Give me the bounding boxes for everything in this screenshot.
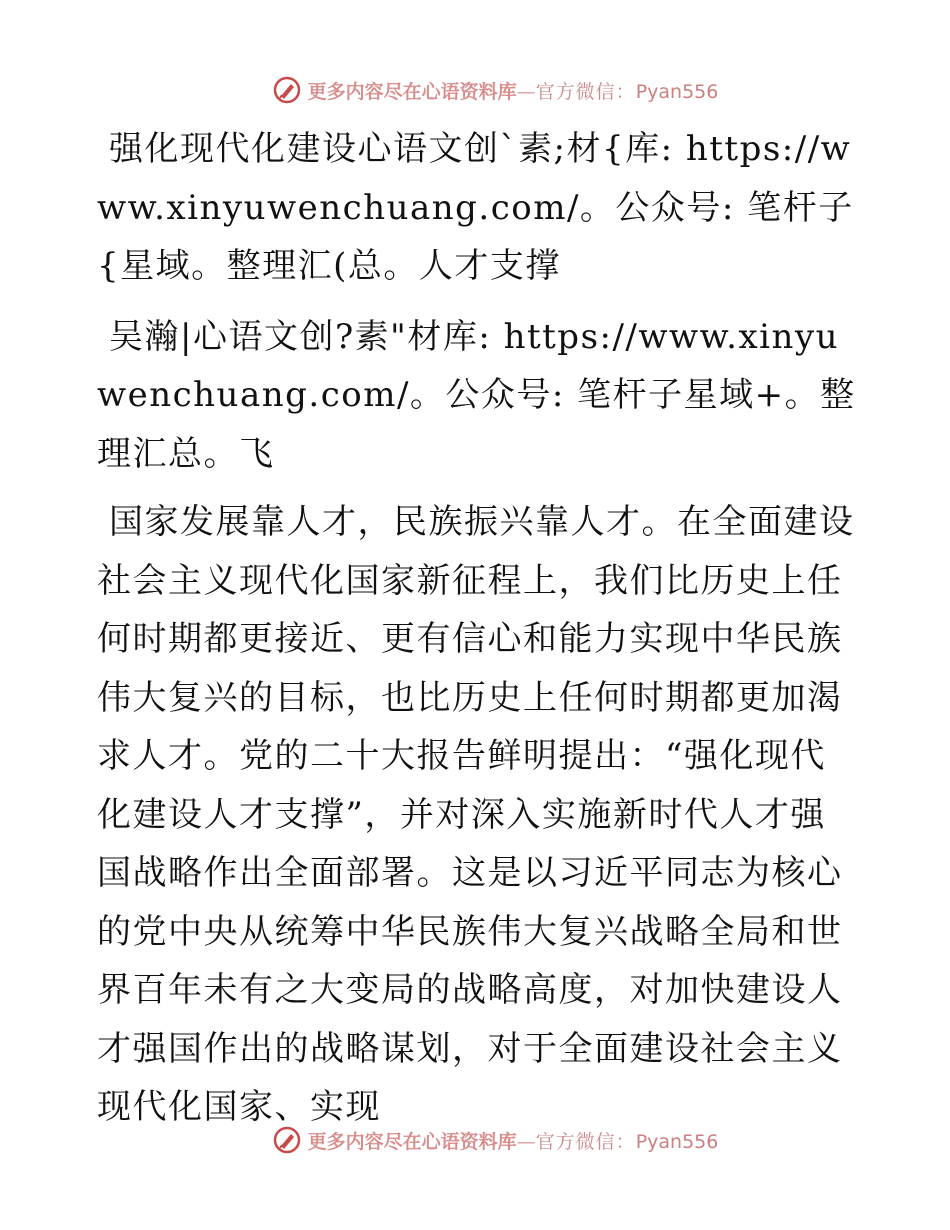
watermark-wechat-id: Pyan556: [635, 80, 719, 103]
footer-watermark-banner: [0, 1120, 950, 1160]
document-body: [97, 120, 857, 1137]
pen-nib-logo-icon: [272, 1125, 302, 1155]
watermark-main-text: 更多内容尽在心语资料库: [307, 80, 517, 103]
watermark-text: [308, 1127, 719, 1154]
watermark-wechat-label: 官方微信：: [535, 1130, 636, 1153]
paragraph-author-line: 吴瀚|心语文创?素"材库: https://www.xinyuwenchuang.com/。公众号: 笔杆子星域+。整理汇总。飞: [97, 316, 856, 474]
watermark-wechat-label: 官方微信：: [535, 80, 636, 103]
header-watermark-banner: [0, 70, 950, 110]
watermark-separator: —: [516, 80, 536, 103]
watermark-main-text: 更多内容尽在心语资料库: [307, 1130, 517, 1153]
watermark-text: [308, 77, 719, 104]
pen-nib-logo-icon: [272, 75, 302, 105]
watermark-separator: —: [516, 1130, 536, 1153]
paragraph-title-line: 强化现代化建设心语文创`素;材{库: https://www.xinyuwenchuang.com/。公众号: 笔杆子{星域。整理汇(总。人才支撑: [97, 129, 854, 286]
paragraph-body: 国家发展靠人才，民族振兴靠人才。在全面建设社会主义现代化国家新征程上，我们比历史上任何时期都更接近、更有信心和能力实现中华民族伟大复兴的目标，也比历史上任何时期都更加渴求人才。党的二十大报告鲜明提出：“强化现代化建设人才支撑”，并对深入实施新时代人才强国战略作出全面部署。这是以习近平同志为核心的党中央从统筹中华民族伟大复兴战略全局和世界百年未有之大变局的战略高度，对加快建设人才强国作出的战略谋划，对于全面建设社会主义现代化国家、实现: [97, 502, 855, 1127]
watermark-wechat-id: Pyan556: [635, 1130, 719, 1153]
